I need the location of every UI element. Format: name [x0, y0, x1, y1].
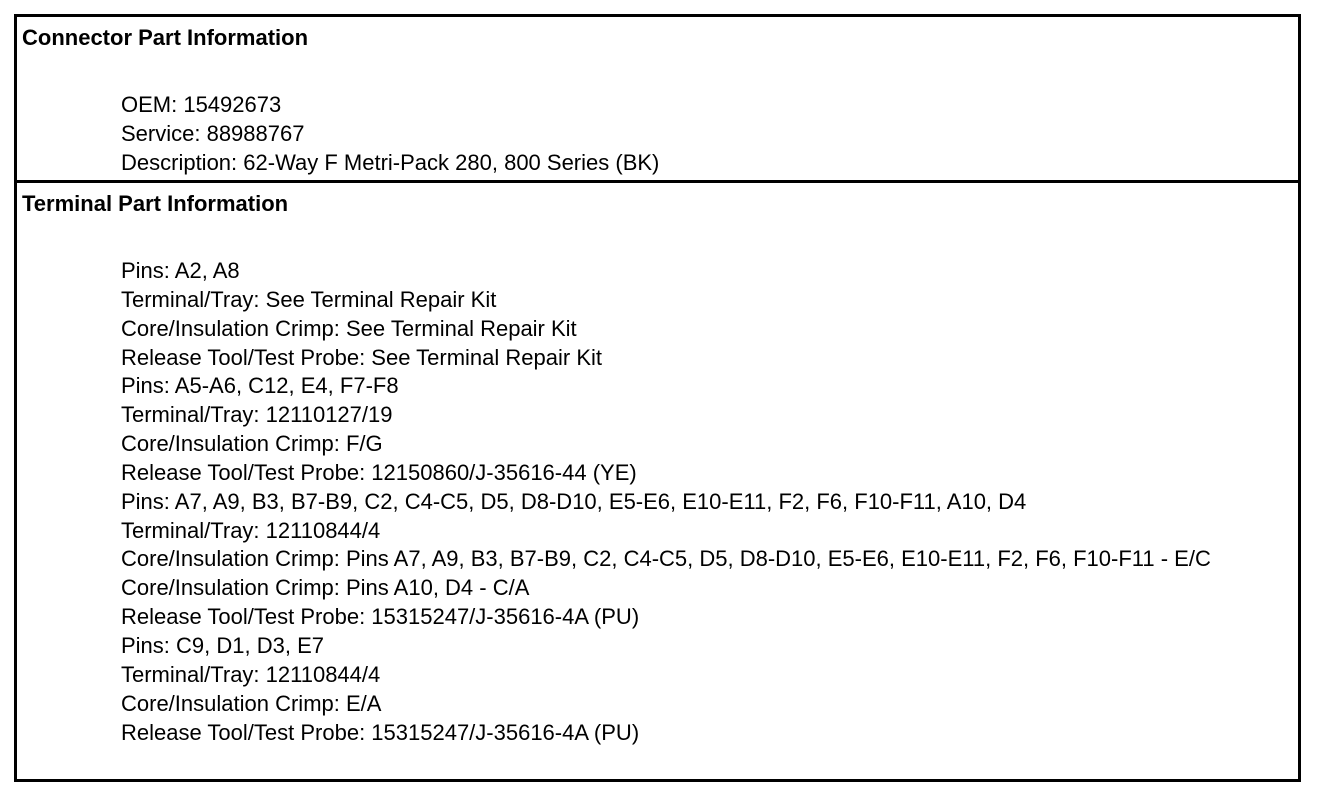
connector-section-title: Connector Part Information [22, 25, 309, 50]
connector-part-section [17, 17, 1298, 183]
terminal-detail-line: Terminal/Tray: 12110844/4 [121, 661, 381, 687]
terminal-detail-line: Terminal/Tray: 12110127/19 [121, 402, 393, 428]
terminal-detail-line: Release Tool/Test Probe: 15315247/J-35616-4A (PU) [121, 604, 640, 630]
oem-number: OEM: 15492673 [121, 92, 282, 117]
terminal-detail-line: Pins: A7, A9, B3, B7-B9, C2, C4-C5, D5, D8-D10, E5-E6, E10-E11, F2, F6, F10-F11, A10, D4 [121, 488, 1027, 514]
terminal-detail-line: Terminal/Tray: See Terminal Repair Kit [121, 286, 497, 312]
terminal-detail-line: Pins: A5-A6, C12, E4, F7-F8 [121, 373, 399, 399]
connector-description: Description: 62-Way F Metri-Pack 280, 800 Series (BK) [121, 149, 660, 175]
terminal-detail-line: Terminal/Tray: 12110844/4 [121, 517, 381, 543]
connector-details-list [121, 91, 1262, 178]
terminal-detail-line: Release Tool/Test Probe: 15315247/J-35616-4A (PU) [121, 719, 640, 745]
terminal-detail-line: Pins: A2, A8 [121, 258, 240, 283]
terminal-detail-line: Core/Insulation Crimp: Pins A7, A9, B3, B7-B9, C2, C4-C5, D5, D8-D10, E5-E6, E10-E11, F2, F6, F10-F11 - E/C [121, 546, 1211, 572]
terminal-section-title: Terminal Part Information [22, 191, 289, 216]
terminal-detail-line: Release Tool/Test Probe: See Terminal Repair Kit [121, 344, 602, 370]
terminal-detail-line: Core/Insulation Crimp: F/G [121, 431, 383, 457]
part-information-table [14, 14, 1301, 782]
terminal-detail-line: Release Tool/Test Probe: 12150860/J-35616-44 (YE) [121, 459, 637, 485]
service-number: Service: 88988767 [121, 120, 305, 146]
terminal-detail-line: Core/Insulation Crimp: See Terminal Repair Kit [121, 315, 577, 341]
terminal-detail-line: Core/Insulation Crimp: E/A [121, 690, 382, 716]
terminal-detail-line: Core/Insulation Crimp: Pins A10, D4 - C/A [121, 575, 530, 601]
terminal-detail-line: Pins: C9, D1, D3, E7 [121, 632, 324, 658]
terminal-part-section [17, 183, 1298, 779]
terminal-details-list [121, 257, 1262, 747]
